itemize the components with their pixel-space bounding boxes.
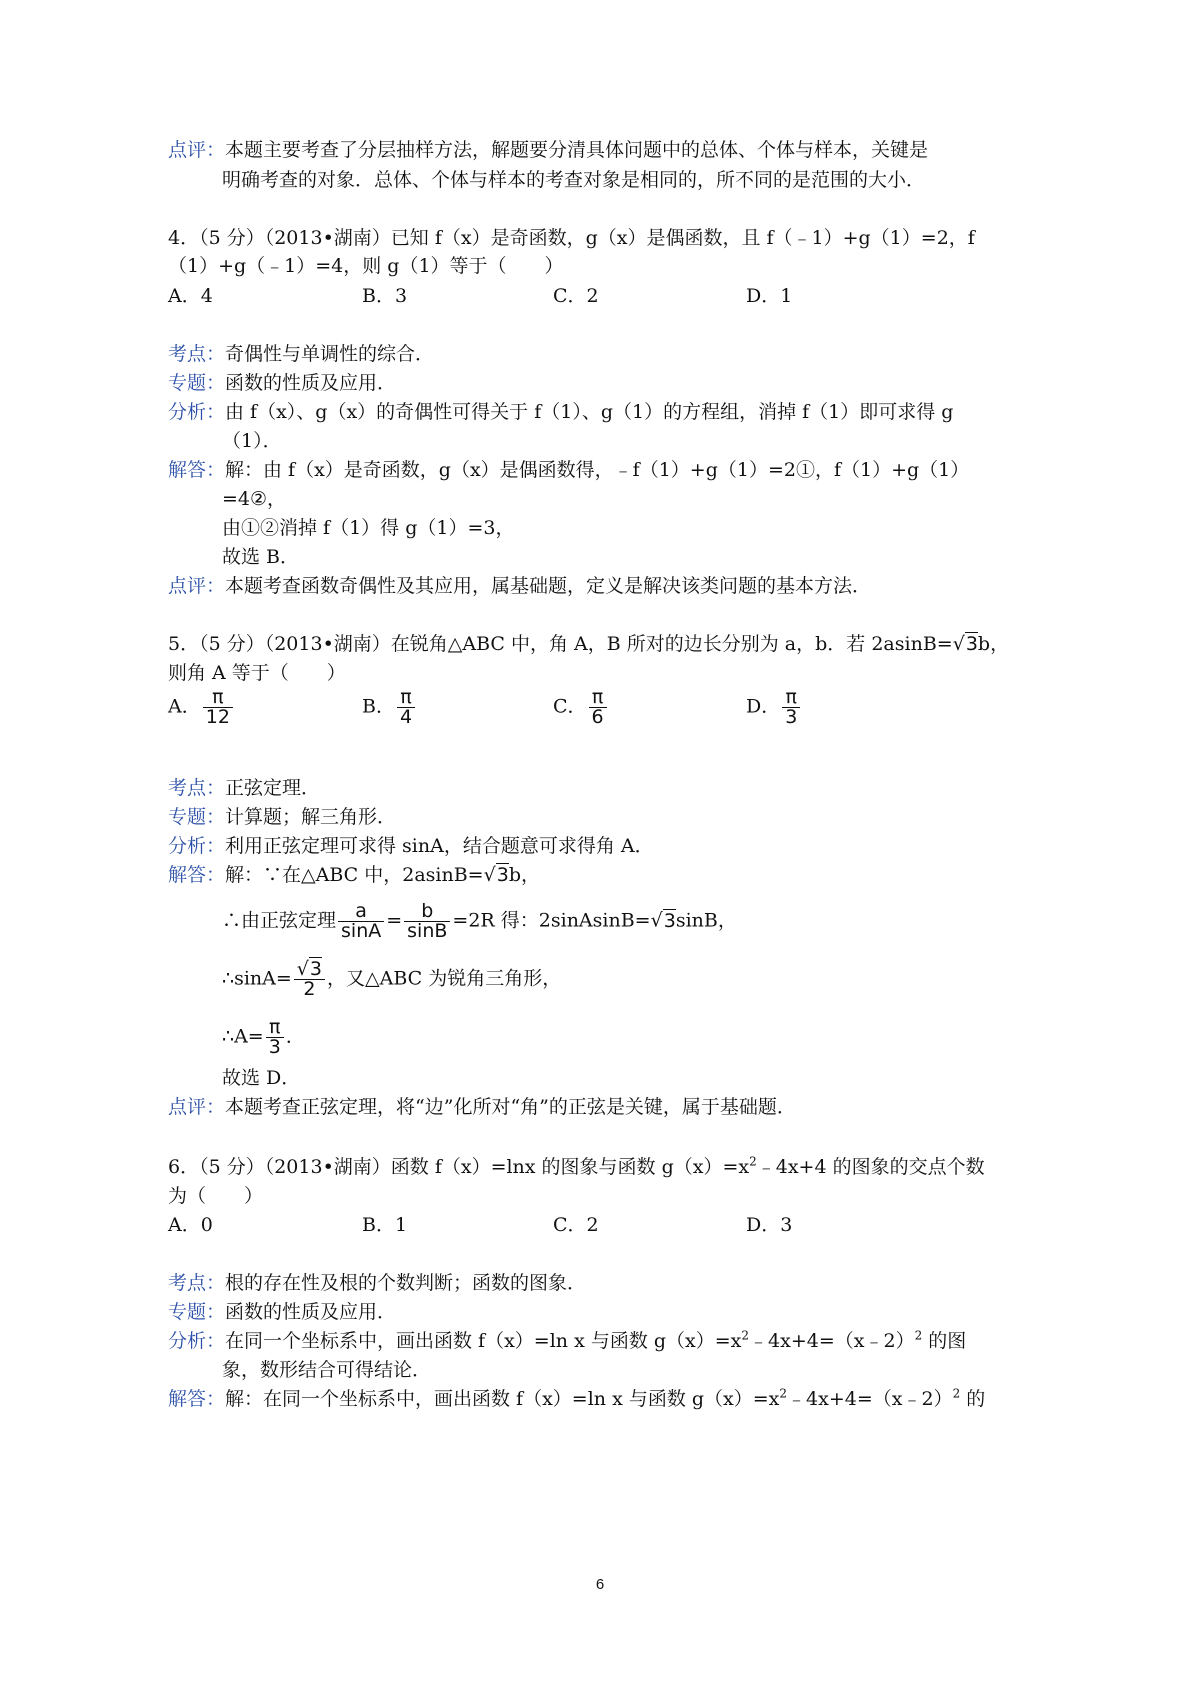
q5-solution-line-2: ∴由正弦定理 $\frac{a}{\sin A}$ = $\frac{b}{\sin B}$ =2R 得：2sinAsinB=√3sinB， [222,900,737,942]
q4-analysis-line-1: 分析：由 f（x）、g（x）的奇偶性可得关于 f（1）、g（1）的方程组，消掉 f（1）即可求得 g [168,401,954,423]
q6-analysis-line-1: 分析：在同一个坐标系中，画出函数 f（x）=ln x 与函数 $g(x)=x^2﹣4x+4=(x﹣2)^2$ 的图 [168,1328,967,1352]
q5-option-a: A． $\frac{\pi}{12}$ [168,688,235,727]
fraction-pi-4: $\frac{\pi}{4}$ [397,688,415,727]
q4-option-d: D．1 [746,285,793,307]
q6-option-c: C．2 [553,1214,599,1236]
q4-comment: 点评：本题考查函数奇偶性及其应用，属基础题，定义是解决该类问题的基本方法． [168,575,872,597]
q4-option-b: B．3 [362,285,408,307]
sqrt-3: √3 [483,864,509,886]
q4-analysis-line-2: （1）． [222,430,282,452]
q5-option-d: D． $\frac{\pi}{3}$ [746,688,802,727]
q5-stem-line-1: 5．（5 分）（2013•湖南）在锐角△ABC 中，角 A，B 所对的边长分别为 a，b．若 2asinB=√3b， [168,633,1010,655]
fraction-a-over-sina: $\frac{a}{\sin A}$ [338,902,384,941]
q4-solution-line-4: 故选 B． [222,546,300,568]
intro-comment-line-2: 明确考查的对象．总体、个体与样本的考查对象是相同的，所不同的是范围的大小． [222,169,926,191]
q5-stem-line-2: 则角 A 等于（ ） [168,662,346,684]
q5-comment: 点评：本题考查正弦定理，将“边”化所对“角”的正弦是关键，属于基础题． [168,1096,796,1118]
q6-option-d: D．3 [746,1214,793,1236]
fraction-b-over-sinb: $\frac{b}{\sin B}$ [404,902,450,941]
q5-solution-line-5: 故选 D． [222,1067,301,1089]
q4-knowledge-point: 考点：奇偶性与单调性的综合． [168,343,435,365]
q5-option-b: B． $\frac{\pi}{4}$ [362,688,417,727]
q4-option-a: A．4 [168,285,213,307]
q6-solution-line-1: 解答：解：在同一个坐标系中，画出函数 f（x）=ln x 与函数 $g(x)=x^2﹣4x+4=(x﹣2)^2$ 的 [168,1386,986,1410]
fraction-pi-12: $\frac{\pi}{12}$ [203,688,233,727]
intro-comment-line-1: 点评：本题主要考查了分层抽样方法，解题要分清具体问题中的总体、个体与样本，关键是 [168,139,929,161]
q5-solution-line-4: ∴A= $\frac{\pi}{3}$ ． [222,1016,305,1058]
q6-topic: 专题：函数的性质及应用． [168,1301,397,1323]
sqrt-3: √3 [952,633,978,655]
q6-option-a: A．0 [168,1214,213,1236]
q4-solution-line-2: =4②， [222,488,287,510]
q5-knowledge-point: 考点：正弦定理． [168,777,321,799]
q4-topic: 专题：函数的性质及应用． [168,372,397,394]
q5-topic: 专题：计算题；解三角形． [168,806,397,828]
fraction-sqrt3-over-2: $\frac{√3}{2}$ [294,960,325,999]
fraction-pi-6: $\frac{\pi}{6}$ [589,688,607,727]
page-number: 6 [595,1576,605,1593]
comment-label: 点评： [168,139,226,161]
sqrt-3: √3 [650,909,676,932]
q5-solution-line-1: 解答：解：∵在△ABC 中，2asinB=√3b， [168,864,540,886]
q5-option-c: C． $\frac{\pi}{6}$ [553,688,609,727]
q4-option-c: C．2 [553,285,599,307]
q6-option-b: B．1 [362,1214,408,1236]
q5-solution-line-3: ∴sinA= $\frac{√3}{2}$ ，又△ABC 为锐角三角形， [222,958,562,1000]
q6-stem-line-2: 为（ ） [168,1185,264,1207]
q4-solution-line-1: 解答：解：由 f（x）是奇函数，g（x）是偶函数得，﹣f（1）+g（1）=2①，f（1）+g（1） [168,459,970,481]
q6-analysis-line-2: 象，数形结合可得结论． [222,1359,432,1381]
q6-knowledge-point: 考点：根的存在性及根的个数判断；函数的图象． [168,1272,587,1294]
q4-stem-line-2: （1）+g（﹣1）=4，则 g（1）等于（ ） [168,255,564,277]
q6-stem-line-1: 6．（5 分）（2013•湖南）函数 f（x）=lnx 的图象与函数 $g(x)=x^2﹣4x+4$ 的图象的交点个数 [168,1154,985,1178]
fraction-pi-over-3: $\frac{\pi}{3}$ [266,1018,284,1057]
q4-stem-line-1: 4．（5 分）（2013•湖南）已知 f（x）是奇函数，g（x）是偶函数，且 f（﹣1）+g（1）=2，f [168,227,975,249]
q4-solution-line-3: 由①②消掉 f（1）得 g（1）=3， [222,517,515,539]
fraction-pi-3: $\frac{\pi}{3}$ [782,688,800,727]
q5-analysis: 分析：利用正弦定理可求得 sinA，结合题意可求得角 A． [168,835,654,857]
